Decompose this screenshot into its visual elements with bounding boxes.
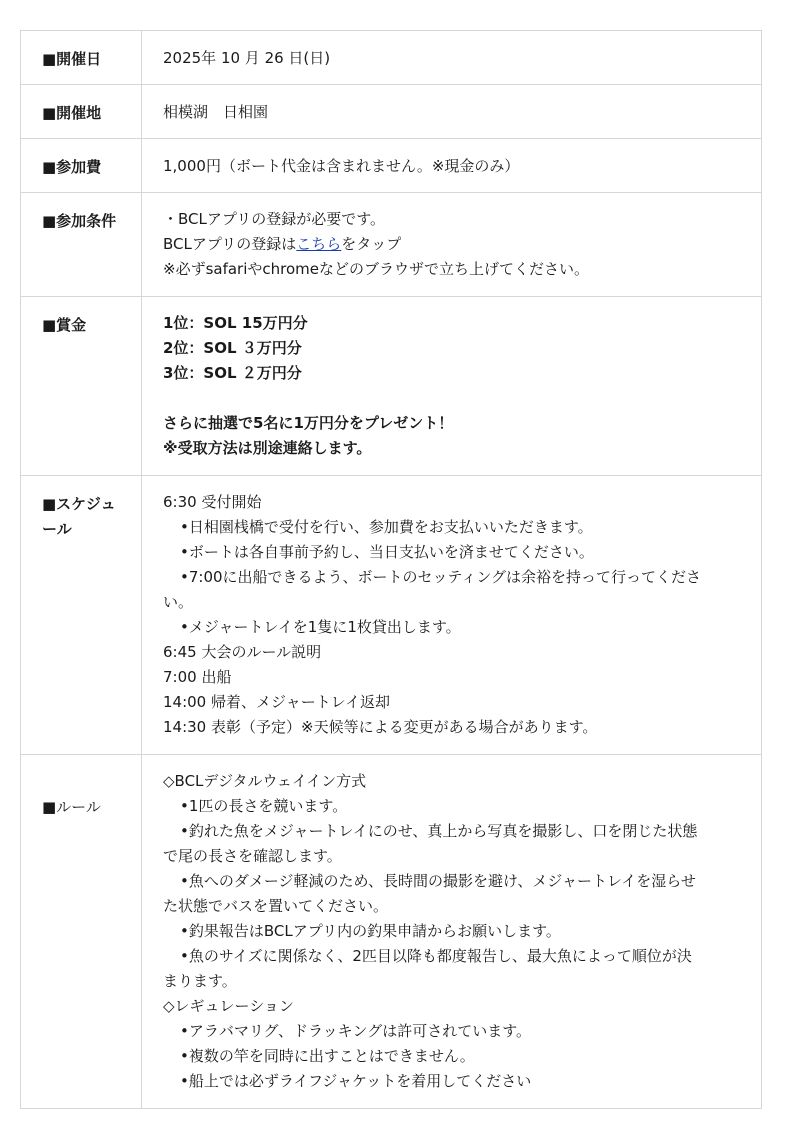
fee-label: ■参加費 (42, 158, 102, 176)
row-label-cell (21, 297, 142, 476)
conditions-line: ・BCLアプリの登録が必要です。 (163, 210, 386, 228)
rules-bullet-cont: で尾の長さを確認します。 (163, 847, 342, 865)
row-label-cell (21, 31, 142, 85)
row-value-cell (142, 31, 762, 85)
prizes-label: ■賞金 (42, 316, 87, 334)
schedule-bullet: •日相園桟橋で受付を行い、参加費をお支払いいただきます。 (180, 518, 593, 536)
rules-bullet: •釣れた魚をメジャートレイにのせ、真上から写真を撮影し、口を閉じた状態 (180, 822, 698, 840)
rules-bullet: •釣果報告はBCLアプリ内の釣果申請からお願いします。 (180, 922, 561, 940)
link-suffix-text: をタップ (341, 235, 402, 253)
rules-label: ■ルール (42, 798, 101, 816)
schedule-bullet: •メジャートレイを1隻に1枚貸出します。 (180, 618, 461, 636)
regulation-bullet: •船上では必ずライフジャケットを着用してください (180, 1072, 532, 1090)
schedule-bullet: •ボートは各自事前予約し、当日支払いを済ませてください。 (180, 543, 594, 561)
schedule-item: 14:00 帰着、メジャートレイ返却 (163, 693, 390, 711)
table-row-schedule (21, 476, 762, 755)
spacer (163, 386, 743, 411)
prize-lottery: さらに抽選で5名に1万円分をプレゼント！ (163, 414, 454, 432)
row-value-cell (142, 139, 762, 193)
schedule-label: ■スケジュ (42, 495, 116, 513)
rules-bullet-cont: た状態でバスを置いてください。 (163, 897, 389, 915)
table-row-conditions (21, 193, 762, 297)
regulation-bullet: •複数の竿を同時に出すことはできません。 (180, 1047, 475, 1065)
row-label-cell (21, 139, 142, 193)
registration-link[interactable]: こちら (296, 235, 342, 253)
row-value-cell (142, 476, 762, 755)
table-row-fee (21, 139, 762, 193)
rules-bullet: •1匹の長さを競います。 (180, 797, 348, 815)
row-value-cell (142, 297, 762, 476)
prize-third: 3位：SOL ２万円分 (163, 364, 302, 382)
rules-heading: ◇BCLデジタルウェイイン方式 (163, 772, 367, 790)
row-value-cell (142, 755, 762, 1109)
row-label-cell (21, 85, 142, 139)
rules-bullet: •魚のサイズに関係なく、2匹目以降も都度報告し、最大魚によって順位が決 (180, 947, 692, 965)
venue-label: ■開催地 (42, 104, 102, 122)
rules-bullet-cont: まります。 (163, 972, 237, 990)
schedule-item: 6:30 受付開始 (163, 493, 262, 511)
row-label-cell (21, 476, 142, 755)
date-label: ■開催日 (42, 50, 102, 68)
row-value-cell (142, 85, 762, 139)
fee-value: 1,000円（ボート代金は含まれません。※現金のみ） (163, 157, 520, 175)
prize-note: ※受取方法は別途連絡します。 (163, 439, 372, 457)
regulation-heading: ◇レギュレーション (163, 997, 294, 1015)
event-info-table (20, 30, 762, 1109)
prize-second: 2位：SOL ３万円分 (163, 339, 302, 357)
conditions-label: ■参加条件 (42, 212, 117, 230)
row-value-cell (142, 193, 762, 297)
schedule-item: 7:00 出船 (163, 668, 232, 686)
date-value: 2025年 10 月 26 日(日) (163, 49, 331, 67)
table-row-venue (21, 85, 762, 139)
schedule-item: 6:45 大会のルール説明 (163, 643, 322, 661)
row-label-cell (21, 755, 142, 1109)
conditions-link-line (163, 232, 743, 257)
rules-bullet: •魚へのダメージ軽減のため、長時間の撮影を避け、メジャートレイを湿らせ (180, 872, 696, 890)
prize-first: 1位：SOL 15万円分 (163, 314, 308, 332)
schedule-bullet: •7:00に出船できるよう、ボートのセッティングは余裕を持って行ってくださ (180, 568, 702, 586)
venue-value: 相模湖 日相園 (163, 103, 269, 121)
schedule-label-cont: ール (42, 520, 72, 538)
schedule-item: 14:30 表彰（予定）※天候等による変更がある場合があります。 (163, 718, 598, 736)
table-row-rules (21, 755, 762, 1109)
schedule-bullet-cont: い。 (163, 593, 194, 611)
conditions-note: ※必ずsafariやchromeなどのブラウザで立ち上げてください。 (163, 260, 589, 278)
regulation-bullet: •アラバマリグ、ドラッキングは許可されています。 (180, 1022, 532, 1040)
table-row-date (21, 31, 762, 85)
row-label-cell (21, 193, 142, 297)
table-row-prizes (21, 297, 762, 476)
link-prefix-text: BCLアプリの登録は (163, 235, 297, 253)
